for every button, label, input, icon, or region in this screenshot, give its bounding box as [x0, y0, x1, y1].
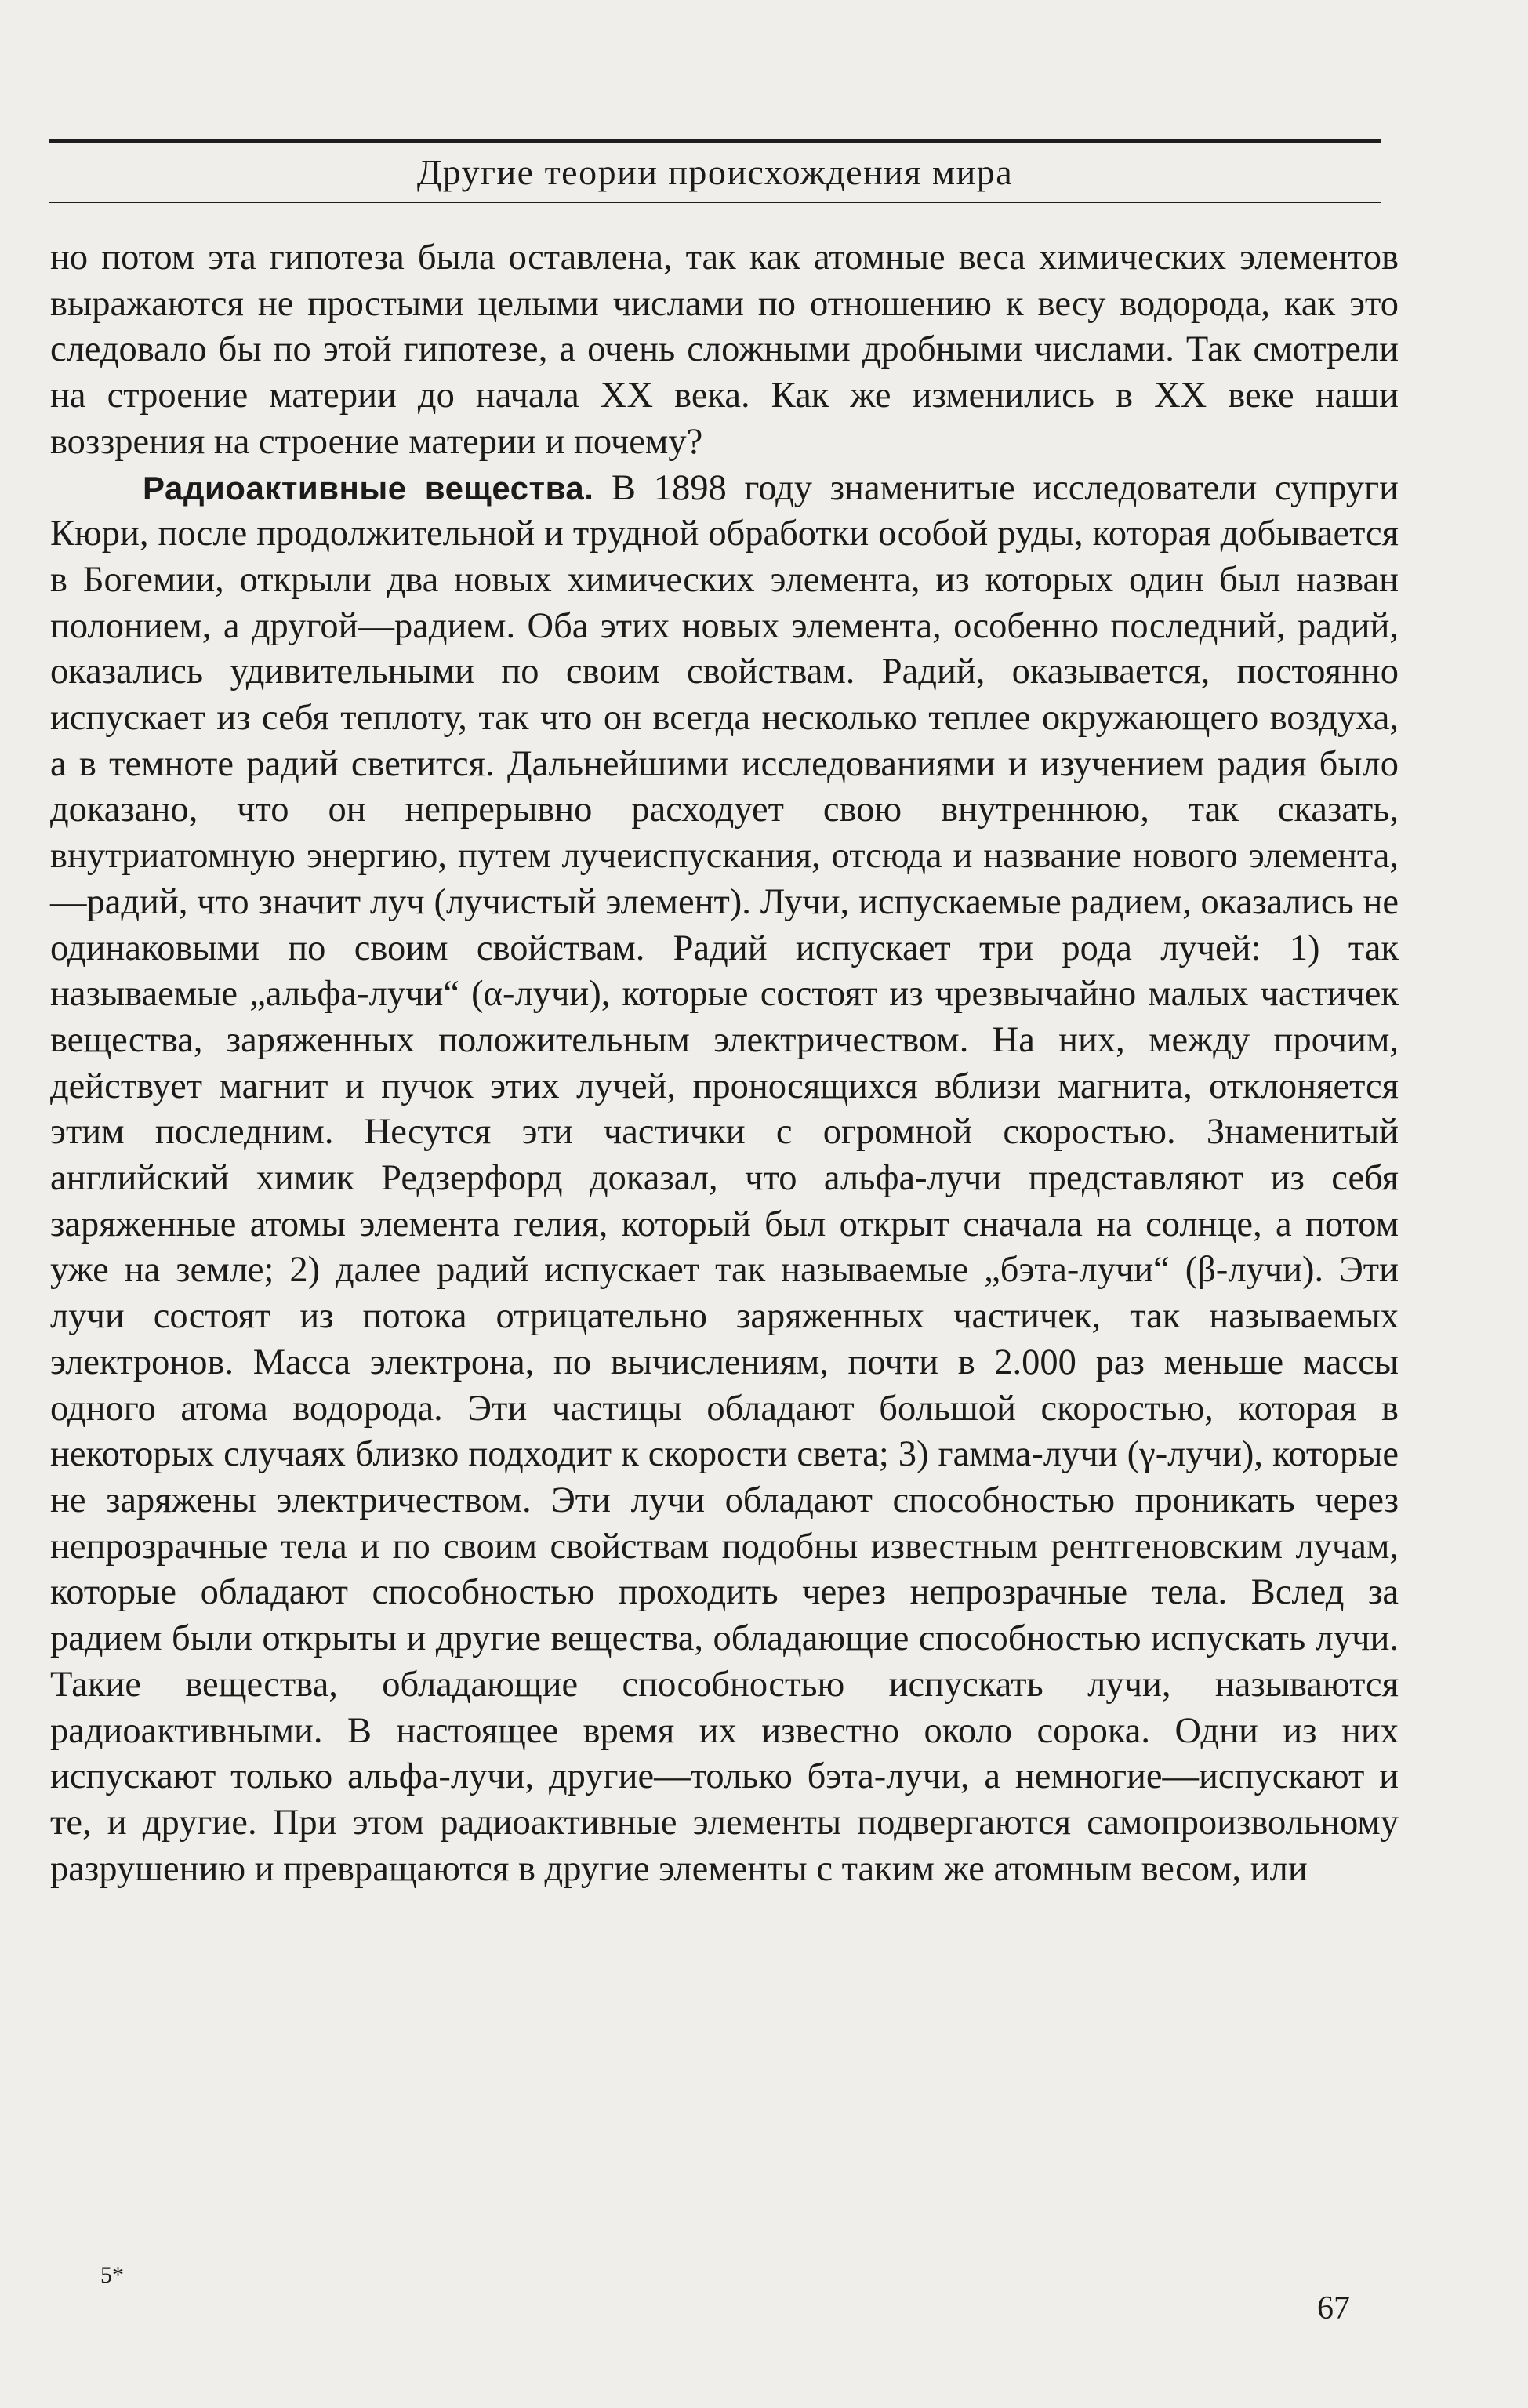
paragraph-text: В 1898 году знаменитые исследователи супруги Кюри, после продолжительной и трудной обработки особой руды, которая добывается в Богемии, открыли два новых химических элемента, из которых один был назван полонием, а другой—радием. Оба этих новых элемента, особенно последний, радий, оказались удивительными по своим свойствам. Радий, оказывается, постоянно испускает из себя теплоту, так что он всегда несколько теплее окружающего воздуха, а в темноте радий светится. Дальнейшими исследованиями и изучением радия было доказано, что он непрерывно расходует свою внутреннюю, так сказать, внутриатомную энергию, путем лучеиспускания, отсюда и название нового элемента,—радий, что значит луч (лучистый элемент). Лучи, испускаемые радием, оказались не одинаковыми по своим свойствам. Радий испускает три рода лучей: 1) так называемые „альфа-лучи“ (α-лучи), которые состоят из чрезвычайно малых частичек вещества, заряженных положительным электричеством. На них, между прочим, действует магнит и пучок этих лучей, проносящихся вблизи магнита, отклоняется этим последним. Несутся эти частички с огромной скоростью. Знаменитый английский химик Редзерфорд доказал, что альфа-лучи представляют из себя заряженные атомы элемента гелия, который был открыт сначала на солнце, а потом уже на земле; 2) далее радий испускает так называемые „бэта-лучи“ (β-лучи). Эти лучи состоят из потока отрицательно заряженных частичек, так называемых электронов. Масса электрона, по вычислениям, почти в 2.000 раз меньше массы одного атома водорода. Эти частицы обладают большой скоростью, которая в некоторых случаях близко подходит к скорости света; 3) гамма-лучи (γ-лучи), которые не заряжены электричеством. Эти лучи обладают способностью проникать через непрозрачные тела и по своим свойствам подобны известным рентгеновским лучам, которые обладают способностью проходить через непрозрачные тела. Вслед за радием были открыты и другие вещества, обладающие способностью испускать лучи. Такие вещества, обладающие способностью испускать лучи, называются радиоактивными. В настоящее время их известно около сорока. Одни из них испускают только альфа-лучи, другие—только бэта-лучи, а немногие—испускают и те, и другие. При этом радиоактивные элементы подвергаются самопроизвольному разрушению и превращаются в другие элементы с таким же атомным весом, или [50, 467, 1399, 1889]
paragraph-radioactive-substances [50, 466, 1399, 1893]
page-number: 67 [1317, 2290, 1350, 2326]
body-text [50, 235, 1399, 1892]
section-heading-radioactive-substances: Радиоактивные вещества. [143, 469, 594, 507]
signature-mark: 5* [100, 2262, 124, 2288]
paragraph-continuation: но потом эта гипотеза была оставлена, так как атомные веса химических элементов выражаются не простыми целыми числами по отношению к весу водорода, как это следовало бы по этой гипотезе, а очень сложными дробными числами. Так смотрели на строение материи до начала XX века. Как же изменились в XX веке наши воззрения на строение материи и почему? [50, 238, 1399, 462]
running-title: Другие теории происхождения мира [416, 152, 1014, 192]
header-rule-bottom [49, 202, 1381, 203]
